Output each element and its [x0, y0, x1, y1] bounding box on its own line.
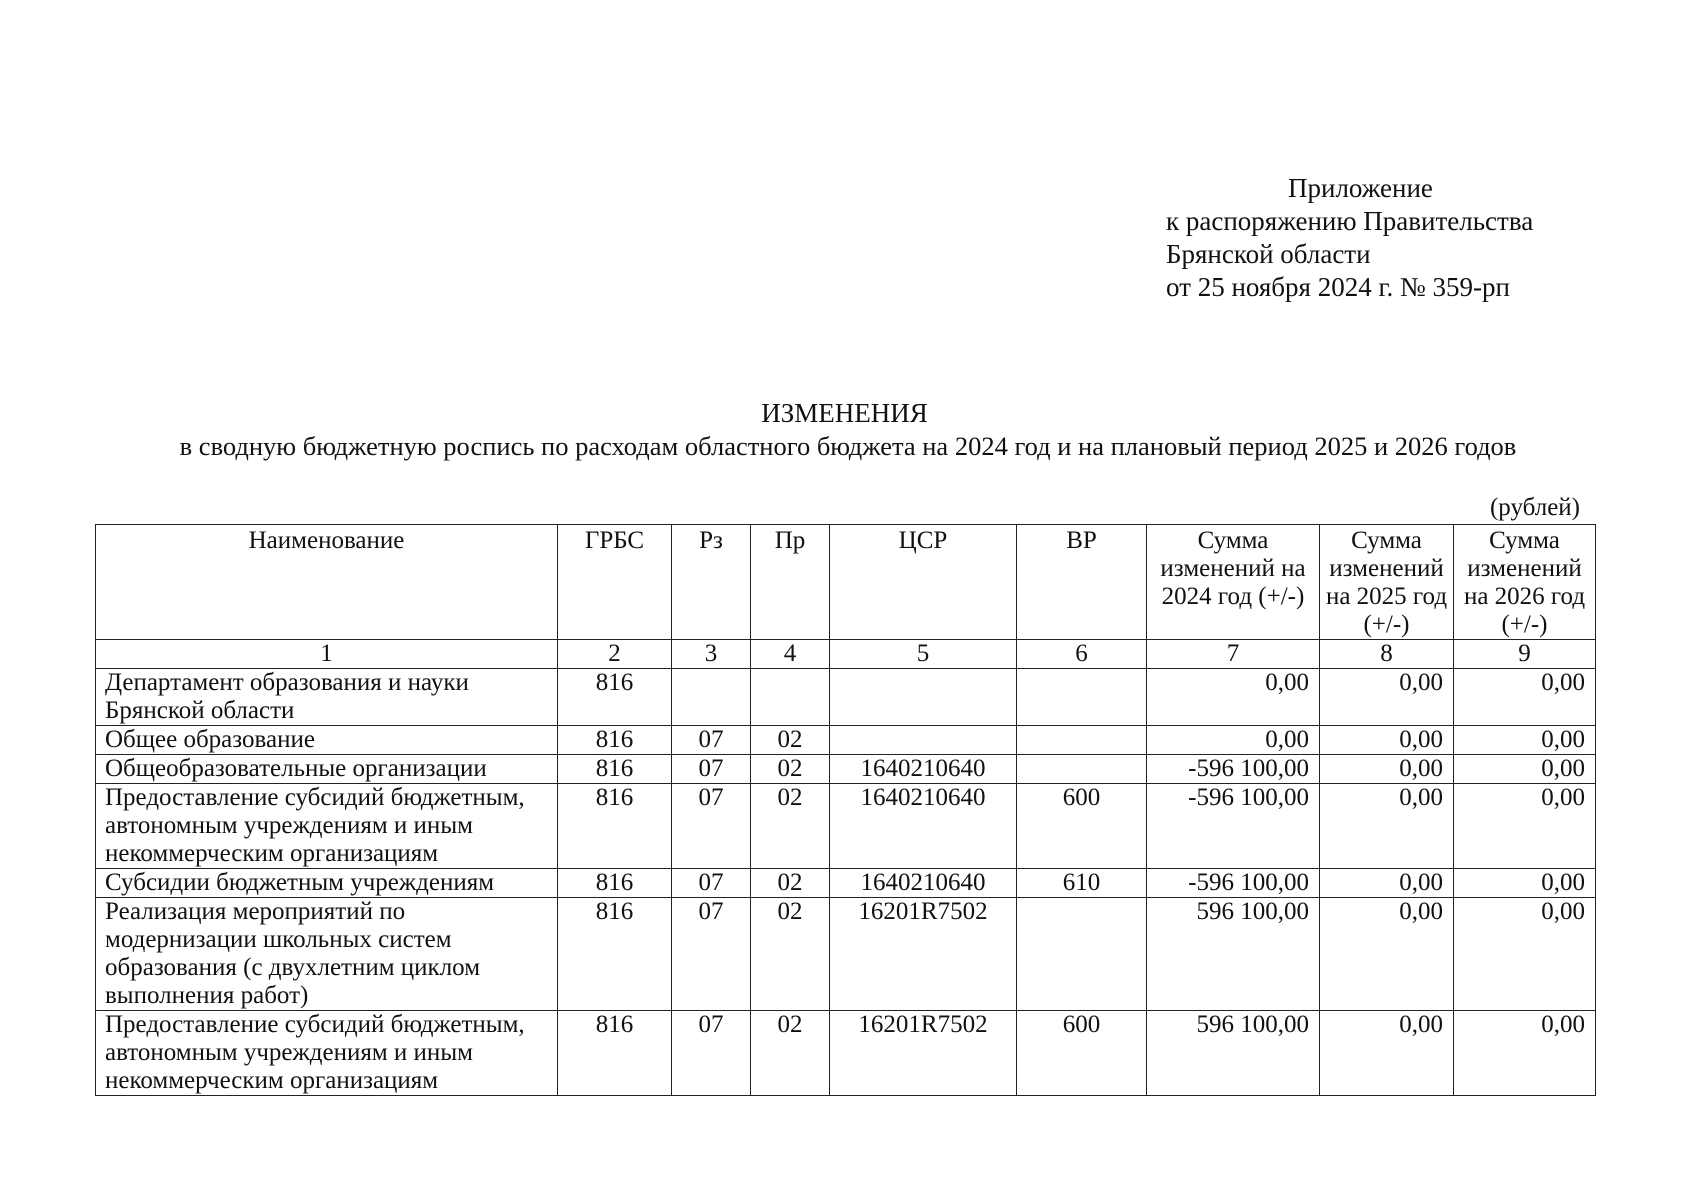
table-row [96, 755, 1596, 784]
cell-rz: 07 [672, 898, 751, 1011]
cell-pr: 02 [751, 726, 830, 755]
table-row [96, 1011, 1596, 1096]
table-row [96, 669, 1596, 726]
cell-csr [830, 726, 1017, 755]
cell-sum-2024: -596 100,00 [1147, 784, 1320, 869]
header-csr: ЦСР [830, 525, 1017, 640]
cell-pr: 02 [751, 898, 830, 1011]
column-number: 9 [1454, 640, 1596, 669]
appendix-date-number: от 25 ноября 2024 г. № 359-рп [1166, 272, 1510, 302]
cell-name: Предоставление субсидий бюджетным, автономным учреждениям и иным некоммерческим организациям [96, 784, 558, 869]
column-number: 8 [1320, 640, 1454, 669]
cell-rz: 07 [672, 784, 751, 869]
cell-sum-2025: 0,00 [1320, 869, 1454, 898]
cell-grbs: 816 [558, 726, 672, 755]
cell-csr [830, 669, 1017, 726]
header-rz: Рз [672, 525, 751, 640]
cell-pr: 02 [751, 784, 830, 869]
cell-sum-2024: 0,00 [1147, 726, 1320, 755]
column-number: 5 [830, 640, 1017, 669]
cell-pr: 02 [751, 869, 830, 898]
cell-grbs: 816 [558, 869, 672, 898]
column-number-row [96, 640, 1596, 669]
table-row [96, 784, 1596, 869]
cell-sum-2026: 0,00 [1454, 726, 1596, 755]
cell-sum-2024: 0,00 [1147, 669, 1320, 726]
cell-rz: 07 [672, 755, 751, 784]
budget-table [95, 524, 1596, 1096]
cell-sum-2025: 0,00 [1320, 1011, 1454, 1096]
cell-sum-2025: 0,00 [1320, 784, 1454, 869]
header-sum-2025: Сумма изменений на 2025 год (+/-) [1320, 525, 1454, 640]
cell-sum-2024: 596 100,00 [1147, 898, 1320, 1011]
appendix-block [1166, 172, 1533, 304]
cell-sum-2026: 0,00 [1454, 869, 1596, 898]
cell-grbs: 816 [558, 898, 672, 1011]
header-sum-2024: Сумма изменений на 2024 год (+/-) [1147, 525, 1320, 640]
column-number: 2 [558, 640, 672, 669]
cell-vr [1017, 726, 1147, 755]
header-pr: Пр [751, 525, 830, 640]
column-number: 4 [751, 640, 830, 669]
cell-csr: 16201R7502 [830, 898, 1017, 1011]
cell-name: Общеобразовательные организации [96, 755, 558, 784]
cell-csr: 1640210640 [830, 784, 1017, 869]
cell-rz: 07 [672, 726, 751, 755]
cell-vr: 610 [1017, 869, 1147, 898]
cell-grbs: 816 [558, 755, 672, 784]
document-title: ИЗМЕНЕНИЯ [761, 398, 928, 428]
appendix-region: Брянской области [1166, 239, 1371, 269]
appendix-order-ref: к распоряжению Правительства [1166, 206, 1534, 236]
cell-sum-2025: 0,00 [1320, 726, 1454, 755]
cell-pr: 02 [751, 1011, 830, 1096]
cell-sum-2025: 0,00 [1320, 898, 1454, 1011]
cell-name: Реализация мероприятий по модернизации школьных систем образования (с двухлетним циклом выполнения работ) [96, 898, 558, 1011]
cell-name: Субсидии бюджетным учреждениям [96, 869, 558, 898]
cell-sum-2026: 0,00 [1454, 669, 1596, 726]
cell-sum-2024: -596 100,00 [1147, 869, 1320, 898]
cell-sum-2026: 0,00 [1454, 755, 1596, 784]
cell-sum-2026: 0,00 [1454, 784, 1596, 869]
table-row [96, 869, 1596, 898]
column-number: 1 [96, 640, 558, 669]
cell-name: Общее образование [96, 726, 558, 755]
header-row [96, 525, 1596, 640]
cell-rz [672, 669, 751, 726]
cell-rz: 07 [672, 1011, 751, 1096]
cell-sum-2025: 0,00 [1320, 755, 1454, 784]
cell-sum-2026: 0,00 [1454, 898, 1596, 1011]
cell-pr [751, 669, 830, 726]
column-number: 7 [1147, 640, 1320, 669]
cell-grbs: 816 [558, 784, 672, 869]
header-vr: ВР [1017, 525, 1147, 640]
cell-grbs: 816 [558, 669, 672, 726]
cell-sum-2024: 596 100,00 [1147, 1011, 1320, 1096]
document-subtitle: в сводную бюджетную роспись по расходам областного бюджета на 2024 год и на плановый период 2025 и 2026 годов [179, 431, 1517, 461]
cell-vr [1017, 669, 1147, 726]
cell-csr: 16201R7502 [830, 1011, 1017, 1096]
header-name: Наименование [96, 525, 558, 640]
cell-rz: 07 [672, 869, 751, 898]
table-row [96, 726, 1596, 755]
cell-sum-2026: 0,00 [1454, 1011, 1596, 1096]
cell-csr: 1640210640 [830, 869, 1017, 898]
cell-vr [1017, 898, 1147, 1011]
header-sum-2026: Сумма изменений на 2026 год (+/-) [1454, 525, 1596, 640]
column-number: 3 [672, 640, 751, 669]
column-number: 6 [1017, 640, 1147, 669]
cell-pr: 02 [751, 755, 830, 784]
appendix-title: Приложение [1288, 173, 1433, 203]
cell-csr: 1640210640 [830, 755, 1017, 784]
cell-name: Предоставление субсидий бюджетным, автономным учреждениям и иным некоммерческим организациям [96, 1011, 558, 1096]
currency-unit: (рублей) [1489, 494, 1580, 521]
table-row [96, 898, 1596, 1011]
header-grbs: ГРБС [558, 525, 672, 640]
cell-name: Департамент образования и науки Брянской области [96, 669, 558, 726]
cell-vr [1017, 755, 1147, 784]
cell-sum-2025: 0,00 [1320, 669, 1454, 726]
cell-vr: 600 [1017, 1011, 1147, 1096]
cell-vr: 600 [1017, 784, 1147, 869]
cell-grbs: 816 [558, 1011, 672, 1096]
cell-sum-2024: -596 100,00 [1147, 755, 1320, 784]
